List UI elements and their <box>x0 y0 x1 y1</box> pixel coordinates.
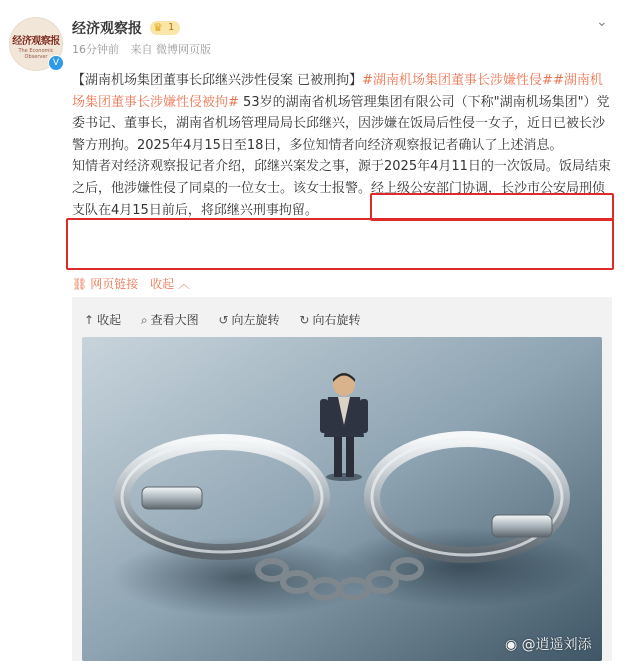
weibo-logo-icon: ◉ <box>505 637 522 653</box>
collapse-label: 收起 <box>150 277 175 291</box>
weibo-watermark <box>505 634 592 654</box>
post-lead: 【湖南机场集团董事长邱继兴涉性侵案 已被刑拘】 <box>72 73 363 88</box>
avatar-logo-text: 经济观察报 <box>12 36 60 47</box>
rotate-right-icon: ↻ <box>299 313 310 327</box>
watermark-text: @逍遥刘添 <box>521 637 592 653</box>
toolbar-view-large-label: 查看大图 <box>150 313 199 327</box>
arrow-up-icon: ↑ <box>84 313 95 327</box>
post-source: 来自 微博网页版 <box>130 43 211 56</box>
more-menu-chevron-down-icon[interactable]: ⌄ <box>596 14 608 30</box>
author-name[interactable]: 经济观察报 <box>72 21 142 37</box>
toolbar-rotate-left-label: 向左旋转 <box>231 313 280 327</box>
level-number: 1 <box>168 22 175 33</box>
verified-badge-icon: V <box>48 55 64 71</box>
post-body-paragraph: 知情者对经济观察报记者介绍，邱继兴案发之事， <box>72 159 359 175</box>
hashtag-link[interactable]: #湖南机场集团董事长涉嫌性侵被拘# <box>72 73 603 110</box>
post-meta <box>72 41 219 57</box>
handcuffs-photo-illustration <box>82 337 602 661</box>
collapse-link[interactable] <box>150 277 190 291</box>
rotate-left-icon: ↺ <box>218 313 229 327</box>
crown-icon: ♛ <box>153 21 163 34</box>
toolbar-collapse-label: 收起 <box>97 313 122 327</box>
hashtag-link[interactable]: #湖南机场集团董事长涉嫌性侵# <box>362 73 553 88</box>
web-link[interactable]: 网页链接 <box>90 277 139 291</box>
media-toolbar <box>84 311 376 328</box>
post-time[interactable]: 16分钟前 <box>72 43 119 56</box>
highlight-box-top <box>370 193 614 221</box>
toolbar-rotate-right-label: 向右旋转 <box>312 313 361 327</box>
post-body-paragraph: 53岁的湖南省机场管理集团有限公司（下称"湖南机场集团"）党委书记、董事长，湖南省机场管理局局长邱继兴，因涉嫌在饭局后性侵一女子，近日已被长沙警方刑拘。2025年4月15日至18日，多位知情者向经济观察报记者确认了上述消息。 <box>72 94 610 153</box>
magnifier-icon: ⌕ <box>140 313 148 327</box>
post-image-handcuffs[interactable] <box>82 337 602 661</box>
avatar-logo-subtitle: The Economic Observer <box>18 48 54 60</box>
toolbar-view-large-button[interactable] <box>141 311 199 328</box>
level-badge[interactable] <box>150 21 180 35</box>
toolbar-collapse-button[interactable] <box>84 311 121 328</box>
highlight-box-bottom <box>66 218 614 270</box>
toolbar-rotate-left-button[interactable] <box>218 311 279 328</box>
link-icon: ⛓ <box>72 277 88 291</box>
media-card <box>72 297 612 661</box>
post-links <box>72 275 190 292</box>
toolbar-rotate-right-button[interactable] <box>299 311 360 328</box>
chevron-up-icon: ︿ <box>174 277 190 291</box>
highlighted-text: 源于2025年4月11日的一次饭局。饭局结束之后，他涉嫌性侵了同桌的一位女士。该女士报警。经上级公安部门协调，长沙市公安局刑侦支队在4月15日前后，将邱继兴刑事拘留。 <box>72 159 611 218</box>
